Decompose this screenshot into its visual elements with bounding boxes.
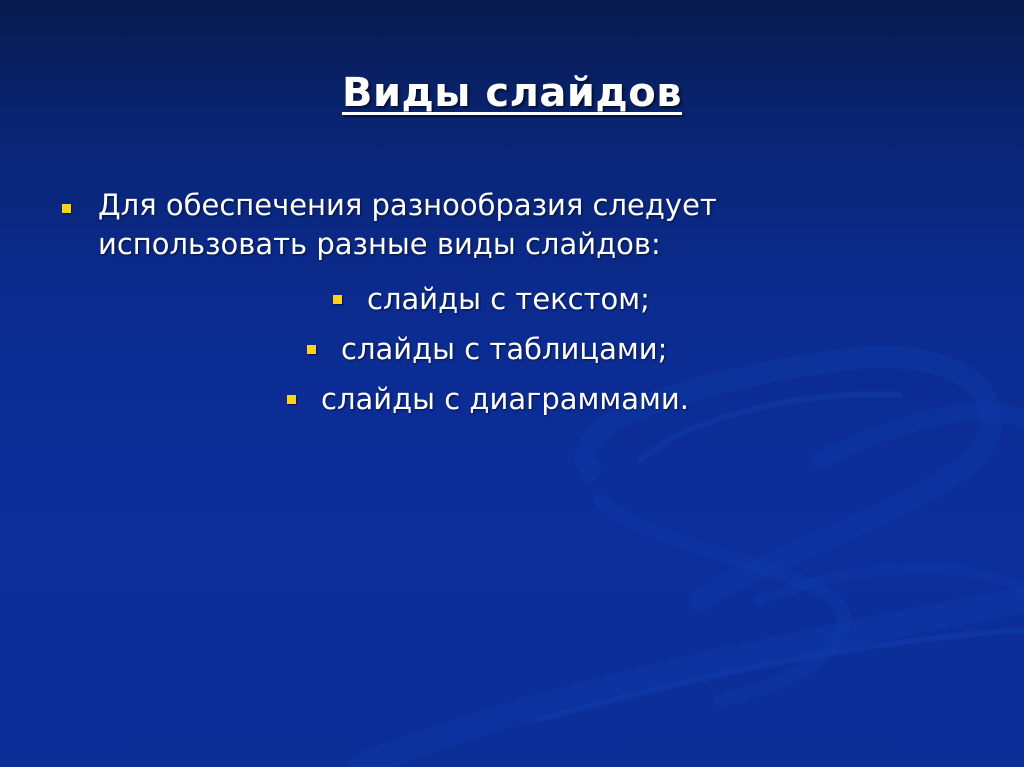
square-bullet-icon: [333, 295, 342, 304]
slide-title: Виды слайдов: [341, 70, 683, 116]
square-bullet-icon: [307, 345, 316, 354]
square-bullet-icon: [287, 395, 296, 404]
sub-bullet-text: слайды с текстом;: [367, 282, 650, 316]
sub-bullet-text: слайды с диаграммами.: [321, 382, 689, 416]
sub-bullet-text: слайды с таблицами;: [341, 332, 668, 366]
square-bullet-icon: [62, 204, 71, 213]
main-bullet-text: Для обеспечения разнообразия следует использовать разные виды слайдов:: [98, 188, 717, 261]
